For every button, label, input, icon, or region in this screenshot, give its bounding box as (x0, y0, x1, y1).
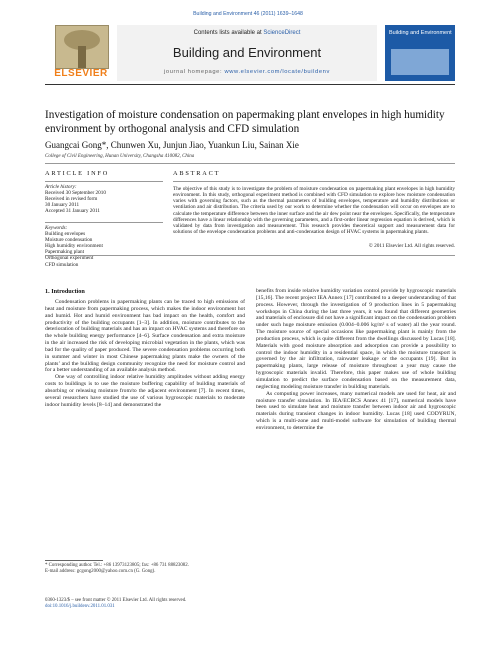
contents-prefix: Contents lists available at (193, 30, 264, 36)
keyword-item: High humidity environment (45, 243, 103, 250)
abstract-heading: ABSTRACT (173, 170, 221, 177)
abstract-text: The objective of this study is to investigate the problem of moisture condensation on papermaking plant envelopes in high humidity environment. In this study, orthogonal experiment method is combined with CFD simulation to explore how moisture condensation varies with governing factors, such as the thermal parameters of building envelopes, temperature and humidity distributions or ventilation and air distribution. The criteria used by our work to determine whether the condensation will occur on envelopes are to calculate the temperature difference between the inner surface and the air dew point near the envelopes. Specifically, the temperature differences have a linear relationship with the governing parameters, and a first-order linear regression equation is derived, which is validated by data from investigation and measurement. This research provides theoretical support and measurement data for solutions of the envelope condensation problems and anti-condensation design of HVAC systems in papermaking plants. (173, 186, 455, 236)
abstract-divider (173, 181, 455, 182)
history-line: Received in revised form (45, 196, 98, 203)
history-label: Article history: (45, 184, 77, 190)
author-list: Guangcai Gong*, Chunwen Xu, Junjun Jiao, Yuankun Liu, Sainan Xie (45, 140, 299, 150)
journal-title: Building and Environment (172, 45, 322, 60)
affiliation: College of Civil Engineering, Hunan University, Changsha 410082, China (45, 154, 195, 159)
article-info-heading: ARTICLE INFO (45, 170, 110, 177)
keyword-item: CFD simulation (45, 261, 79, 268)
journal-banner (117, 25, 377, 81)
keyword-item: Orthogonal experiment (45, 255, 94, 262)
corresponding-author: * Corresponding author. Tel.: +86 13973123805; fax: +86 731 88823082. (45, 563, 189, 568)
history-line: Accepted 31 January 2011 (45, 208, 100, 215)
keywords-label: Keywords: (45, 225, 68, 231)
doi-link[interactable]: doi:10.1016/j.buildenv.2011.01.031 (45, 604, 115, 609)
header-divider (45, 84, 455, 85)
publisher-name: ELSEVIER (54, 68, 108, 79)
article-title: Investigation of moisture condensation on papermaking plant envelopes in high humidity environment by orthogonal analysis and CFD simulation (45, 109, 445, 135)
abstract-end-divider (45, 255, 455, 256)
body-column-right (256, 288, 456, 432)
elsevier-tree-icon (55, 25, 109, 69)
journal-cover (385, 25, 455, 81)
author-email[interactable]: E-mail address: gcgong2000@yahoo.com.cn (G. Gong). (45, 569, 156, 574)
section-heading: 1. Introduction (45, 288, 85, 295)
keywords-divider (45, 222, 163, 223)
footnote-divider (45, 560, 103, 561)
article-info-divider (45, 181, 163, 182)
history-line: Received 30 September 2010 (45, 190, 106, 197)
keywords (45, 225, 163, 268)
homepage-link[interactable]: www.elsevier.com/locate/buildenv (224, 69, 330, 75)
issn-line: 0360-1323/$ – see front matter © 2011 Elsevier Ltd. All rights reserved. (45, 598, 187, 603)
footnote (45, 563, 255, 575)
journal-citation[interactable]: Building and Environment 46 (2011) 1639–1648 (193, 11, 303, 17)
cover-image (391, 49, 449, 75)
title-divider (45, 163, 455, 164)
body-paragraph: One way of controlling indoor relative humidity amplitudes without adding energy costs to buildings is to use the moisture buffering capability of building materials of absorbing or releasing moisture from/to the adjacent environment [7]. In recent times, several researchers have studied the use of various hygroscopic materials to moderate indoor humidity levels [8–14] and demonstrated the (45, 374, 245, 408)
publisher-logo (45, 25, 117, 81)
body-column-left (45, 299, 245, 409)
body-paragraph: As computing power increases, many numerical models are used for heat, air and moisture transfer simulation. In IEA/ECBCS Annex 41 [17], numerical models have been used to simulate heat and moisture transfer between indoor air and hygroscopic materials during transient changes in indoor humidity. Lucas [18] used CODYRUN, which is a multi-zone and multi-model software for simulation of building thermal environment, to determine the (256, 390, 456, 431)
abstract-copyright: © 2011 Elsevier Ltd. All rights reserved. (368, 243, 455, 249)
contents-line (117, 30, 377, 36)
journal-homepage (117, 69, 377, 75)
article-history (45, 184, 163, 214)
cover-title: Building and Environment (389, 30, 452, 36)
body-paragraph: benefits from inside relative humidity variation control provide by hygroscopic materials [15,16]. The recent project IEA Annex [17] contributed to a deeper understanding of that process. However, through the investigation of 9 production lines in 5 papermaking workshops in China during the last three years, it was found that different geometries and materials of enclosure did not have a significant impact on the condensation problem under such huge moisture emission (0.004–0.006 kg/m² s of water) all the year round. The moisture source of special occasions like papermaking plant is mainly from the production process, which is quite different from the dwellings discussed by Lucas [18]. Materials with good moisture absorption and adsorption can provide a possibility to control the indoor humidity in a residential space, in which the moisture transport is governed by the air infiltration, rainwater leakage or the occupants [19]. But in papermaking plants, large release of moisture throughout a year may cause the hygroscopic materials invalid. Therefore, this paper makes use of whole building simulation to predict the surface condensation based on the measurement data, neglecting modeling moisture transfer in building materials. (256, 288, 456, 390)
history-line: 30 January 2011 (45, 202, 80, 209)
keyword-item: Papermaking plant (45, 249, 85, 256)
sciencedirect-link[interactable]: ScienceDirect (263, 30, 301, 36)
keyword-item: Moisture condensation (45, 237, 93, 244)
body-paragraph: Condensation problems in papermaking plants can be traced to high emissions of heat and moisture from papermaking process, which makes the indoor environment hot and humid. Hot and humid environment has bad impact on the health, comfort and productivity of the building occupants [1–3]. In addition, moisture contributes to the deterioration of building materials and has an impact on HVAC systems and therefore on the whole building energy performance [4–6]. Surface condensation and extra moisture in the air increased the risk of developing microbial vegetation in the plants, which was bad for the quality of paper produced. The severe condensation problems occurring both in summer and winter in most Chinese papermaking plants make the owners of the plants’ and the building design community recognize the need for moisture control and for a better understanding of an available analysis method. (45, 299, 245, 374)
homepage-prefix: journal homepage: (164, 69, 225, 75)
journal-header (45, 25, 455, 81)
keyword-item: Building envelopes (45, 231, 86, 238)
front-matter-info (45, 598, 265, 610)
